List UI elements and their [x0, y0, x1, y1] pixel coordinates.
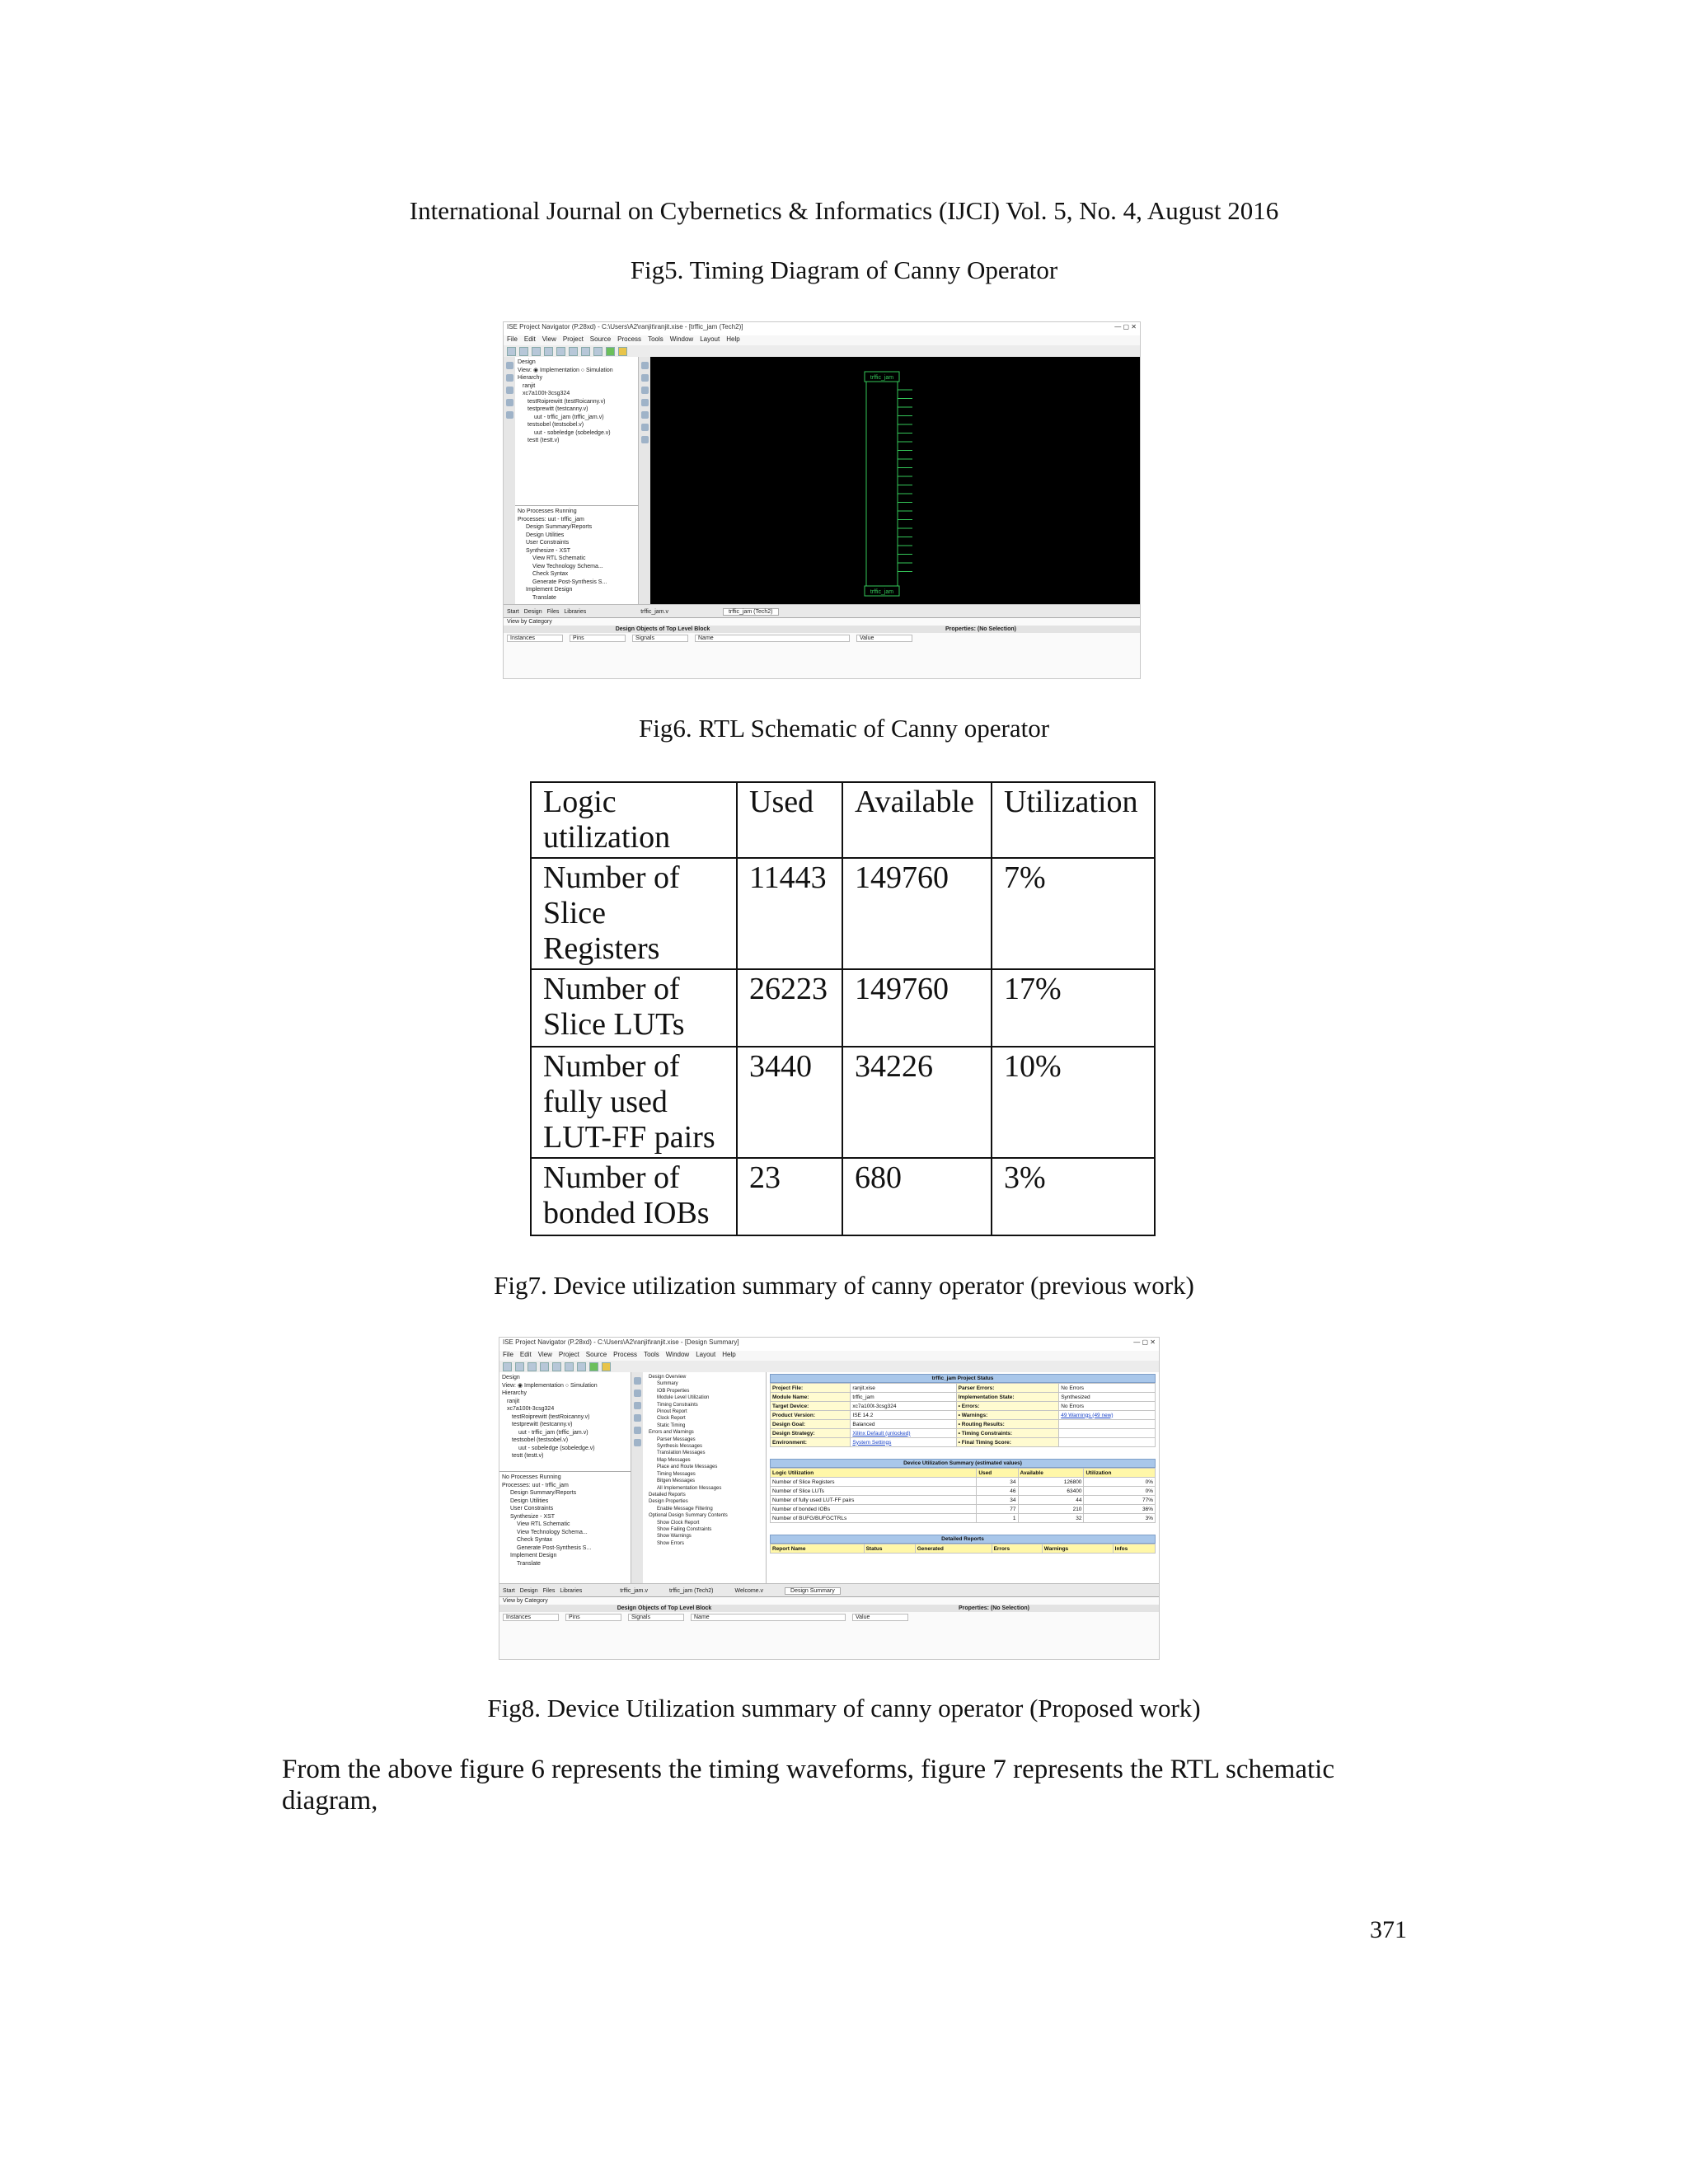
- tool-icon[interactable]: [641, 436, 649, 443]
- menu-project[interactable]: Project: [562, 335, 584, 343]
- util-header-cell: Utilization: [1084, 1469, 1156, 1478]
- fig8-caption: Fig8. Device Utilization summary of canny operator (Proposed work): [487, 1694, 1201, 1722]
- detailed-reports-title: Detailed Reports: [770, 1535, 1156, 1544]
- bottom-right-head: Properties: (No Selection): [829, 1605, 1159, 1612]
- status-cell: trffic_jam: [851, 1393, 956, 1402]
- document-tabs: [499, 1583, 1160, 1597]
- status-cell: xc7a100t-3csg324: [851, 1402, 956, 1411]
- tree-item[interactable]: uut - sobeledge (sobeledge.v): [518, 1445, 595, 1451]
- window-controls[interactable]: — ▢ ✕: [1114, 323, 1137, 330]
- menu-process[interactable]: Process: [617, 335, 642, 343]
- col-value[interactable]: Value: [856, 635, 912, 642]
- hierarchy-label: Hierarchy: [518, 375, 542, 381]
- status-cell: • Errors:: [956, 1402, 1059, 1411]
- menu-window[interactable]: Window: [669, 335, 694, 343]
- util-cell: Number of BUFG/BUFGCTRLs: [771, 1514, 977, 1523]
- util-cell: Number of bonded IOBs: [771, 1505, 977, 1514]
- tab-libraries[interactable]: Libraries: [560, 1587, 583, 1594]
- status-cell: • Warnings:: [956, 1411, 1059, 1420]
- util-cell: 34: [977, 1478, 1018, 1487]
- menu-layout[interactable]: Layout: [696, 1351, 716, 1358]
- processes-label: Processes: uut - trffic_jam: [502, 1482, 569, 1488]
- util-header-row: [771, 1469, 1156, 1478]
- tab-design[interactable]: Design: [523, 608, 542, 615]
- view-radio-row[interactable]: View: ◉ Implementation ○ Simulation: [502, 1382, 598, 1389]
- run-icon[interactable]: [589, 1362, 598, 1371]
- process-item[interactable]: User Constraints: [526, 540, 570, 546]
- detail-header-cell[interactable]: Status: [864, 1544, 915, 1554]
- col-value[interactable]: Value: [852, 1614, 908, 1621]
- summary-tree-item[interactable]: Design Overview: [649, 1375, 687, 1380]
- mid-strip: [631, 1372, 644, 1583]
- col-name[interactable]: Name: [691, 1614, 846, 1621]
- cell-used: 3440: [737, 1047, 842, 1158]
- bottom-panel: [499, 1596, 1159, 1660]
- window-controls[interactable]: — ▢ ✕: [1133, 1338, 1156, 1346]
- bottom-left-head: Design Objects of Top Level Block: [504, 626, 822, 633]
- detail-header-cell[interactable]: Report Name: [771, 1544, 865, 1554]
- status-cell: System Settings: [851, 1438, 956, 1447]
- toolbar: [499, 1361, 1159, 1373]
- copy-icon[interactable]: [556, 347, 565, 356]
- process-item[interactable]: Synthesize - XST: [526, 547, 571, 554]
- status-cell: Parser Errors:: [956, 1384, 1059, 1393]
- tool-icon[interactable]: [634, 1414, 641, 1422]
- process-item[interactable]: Translate: [517, 1560, 541, 1567]
- summary-tree-item[interactable]: IOB Properties: [657, 1388, 690, 1394]
- summary-tree-item[interactable]: Timing Constraints: [657, 1402, 698, 1408]
- bottom-panel: [504, 617, 1140, 679]
- col-pins[interactable]: Pins: [565, 1614, 621, 1621]
- util-cell: 0%: [1084, 1478, 1156, 1487]
- status-cell: Design Strategy:: [771, 1429, 851, 1438]
- zoom-icon[interactable]: [577, 1362, 586, 1371]
- util-cell: 36%: [1084, 1505, 1156, 1514]
- col-instances[interactable]: Instances: [503, 1614, 559, 1621]
- window-title: ISE Project Navigator (P.28xd) - C:\Users\A2\ranjit\ranjit.xise - [Design Summary]: [503, 1338, 739, 1346]
- tool-icon[interactable]: [641, 424, 649, 431]
- cell-used: 11443: [737, 858, 842, 969]
- summary-tree-item[interactable]: Bitgen Messages: [657, 1479, 696, 1484]
- copy-icon[interactable]: [552, 1362, 561, 1371]
- col-instances[interactable]: Instances: [507, 635, 563, 642]
- menu-file[interactable]: File: [507, 335, 518, 343]
- status-row: [771, 1393, 1156, 1402]
- status-text: No Processes Running: [502, 1474, 561, 1480]
- summary-tree-item[interactable]: Show Errors: [657, 1540, 685, 1546]
- status-text: No Processes Running: [518, 509, 577, 514]
- summary-tree-item[interactable]: Parser Messages: [657, 1436, 696, 1442]
- mid-strip: [639, 357, 651, 624]
- window-titlebar: [499, 1338, 1159, 1351]
- menu-window[interactable]: Window: [665, 1351, 690, 1358]
- cell-utilization: 17%: [992, 969, 1155, 1047]
- summary-tree-item[interactable]: Pinout Report: [657, 1409, 687, 1415]
- process-item[interactable]: Implement Design: [510, 1553, 557, 1558]
- process-item[interactable]: User Constraints: [510, 1506, 554, 1511]
- table-row: [531, 858, 1155, 969]
- detail-header-cell[interactable]: Errors: [992, 1544, 1042, 1554]
- schematic-block-body[interactable]: [866, 382, 898, 586]
- tab-start[interactable]: Start: [507, 608, 519, 615]
- process-item[interactable]: View Technology Schema...: [532, 563, 603, 569]
- util-cell: 34: [977, 1496, 1018, 1505]
- window-title: ISE Project Navigator (P.28xd) - C:\Users\A2\ranjit\ranjit.xise - [trffic_jam (Tech2)]: [507, 323, 743, 330]
- status-cell: Synthesized: [1059, 1393, 1156, 1402]
- processes-label: Processes: uut - trffic_jam: [518, 516, 584, 523]
- summary-tree-item[interactable]: Place and Route Messages: [657, 1465, 718, 1470]
- status-cell: Product Version:: [771, 1411, 851, 1420]
- tree-item[interactable]: testt (testt.v): [512, 1453, 544, 1459]
- tool-icon[interactable]: [634, 1390, 641, 1397]
- util-cell: 3%: [1084, 1514, 1156, 1523]
- tab-start[interactable]: Start: [503, 1587, 515, 1594]
- process-item[interactable]: Generate Post-Synthesis S...: [532, 579, 607, 585]
- bottom-left-head: Design Objects of Top Level Block: [499, 1605, 829, 1612]
- status-cell: [1059, 1420, 1156, 1429]
- header-available: Available: [842, 782, 992, 858]
- save-icon[interactable]: [528, 1362, 537, 1371]
- view-by-category[interactable]: View by Category: [507, 619, 552, 625]
- tab-source[interactable]: trffic_jam.v: [640, 608, 668, 615]
- fig7-caption: Fig7. Device utilization summary of canny operator (previous work): [494, 1271, 1194, 1300]
- status-cell: [1059, 1438, 1156, 1447]
- tree-item[interactable]: uut - trffic_jam (trffic_jam.v): [534, 414, 604, 420]
- util-summary-title: Device Utilization Summary (estimated values): [770, 1459, 1156, 1468]
- status-cell: Balanced: [851, 1420, 956, 1429]
- util-cell: 0%: [1084, 1487, 1156, 1496]
- cell-label: Number of fully used LUT-FF pairs: [531, 1047, 737, 1158]
- util-cell: 63400: [1018, 1487, 1084, 1496]
- undo-icon[interactable]: [569, 347, 578, 356]
- schematic-block-bottom-label: trffic_jam: [870, 589, 894, 595]
- cell-available: 149760: [842, 969, 992, 1047]
- design-panel: [499, 1372, 631, 1471]
- status-cell: Design Goal:: [771, 1420, 851, 1429]
- status-row: [771, 1438, 1156, 1447]
- design-panel-label: Design: [502, 1375, 520, 1380]
- tree-item[interactable]: xc7a100t-3csg324: [507, 1406, 555, 1412]
- tree-item[interactable]: testsobel (testsobel.v): [512, 1437, 569, 1443]
- menu-source[interactable]: Source: [589, 335, 612, 343]
- summary-tree-item[interactable]: Design Properties: [649, 1499, 688, 1505]
- status-cell: • Timing Constraints:: [956, 1429, 1059, 1438]
- fig6-caption: Fig6. RTL Schematic of Canny operator: [638, 714, 1050, 743]
- summary-tree-item[interactable]: Static Timing: [657, 1422, 686, 1428]
- schematic-block-top-label: trffic_jam: [870, 375, 894, 381]
- tab-libraries[interactable]: Libraries: [564, 608, 587, 615]
- menu-process[interactable]: Process: [613, 1351, 638, 1358]
- cell-available: 34226: [842, 1047, 992, 1158]
- menu-view[interactable]: View: [537, 1351, 552, 1358]
- fig5-caption: Fig5. Timing Diagram of Canny Operator: [630, 255, 1058, 284]
- tree-item[interactable]: testsobel (testsobel.v): [528, 422, 584, 428]
- fig6-screenshot: [503, 321, 1141, 679]
- cell-label: Number of bonded IOBs: [531, 1158, 737, 1235]
- tree-item[interactable]: xc7a100t-3csg324: [523, 391, 570, 396]
- summary-tree-item[interactable]: Clock Report: [657, 1416, 686, 1422]
- summary-tree-item[interactable]: Module Level Utilization: [657, 1395, 710, 1401]
- document-tabs: [504, 604, 1141, 618]
- summary-tree-item[interactable]: Timing Messages: [657, 1471, 696, 1477]
- cut-icon[interactable]: [544, 347, 553, 356]
- util-row: [771, 1505, 1156, 1514]
- process-item[interactable]: View RTL Schematic: [517, 1521, 570, 1527]
- tab-files[interactable]: Files: [542, 1587, 556, 1594]
- status-row: [771, 1420, 1156, 1429]
- detail-header-cell[interactable]: Infos: [1113, 1544, 1155, 1554]
- status-cell: • Routing Results:: [956, 1420, 1059, 1429]
- open-icon[interactable]: [519, 347, 528, 356]
- tree-item[interactable]: testRoiprewitt (testRoicanny.v): [528, 398, 606, 405]
- body-paragraph: From the above figure 6 represents the timing waveforms, figure 7 represents the RTL schematic diagram,: [282, 1755, 1334, 1816]
- journal-header: International Journal on Cybernetics & Informatics (IJCI) Vol. 5, No. 4, August 2016: [409, 196, 1279, 225]
- cell-utilization: 10%: [992, 1047, 1155, 1158]
- table-row: [531, 969, 1155, 1047]
- tool-icon[interactable]: [506, 399, 513, 406]
- view-radio-row[interactable]: View: ◉ Implementation ○ Simulation: [518, 367, 613, 373]
- status-row: [771, 1402, 1156, 1411]
- process-item[interactable]: Implement Design: [526, 587, 573, 593]
- tool-icon[interactable]: [506, 362, 513, 369]
- util-header-cell: Available: [1018, 1469, 1084, 1478]
- tab-source[interactable]: trffic_jam.v: [620, 1587, 648, 1594]
- cell-label: Number of Slice LUTs: [531, 969, 737, 1047]
- status-cell: Environment:: [771, 1438, 851, 1447]
- tool-icon[interactable]: [634, 1377, 641, 1385]
- status-row: [771, 1411, 1156, 1420]
- menu-file[interactable]: File: [503, 1351, 513, 1358]
- process-item[interactable]: View Technology Schema...: [517, 1529, 588, 1535]
- util-header-cell: Logic Utilization: [771, 1469, 977, 1478]
- header-used: Used: [737, 782, 842, 858]
- cell-used: 23: [737, 1158, 842, 1235]
- status-cell: Target Device:: [771, 1402, 851, 1411]
- util-cell: 44: [1018, 1496, 1084, 1505]
- status-cell: ISE 14.2: [851, 1411, 956, 1420]
- status-cell: Xilinx Default (unlocked): [851, 1429, 956, 1438]
- header-logic: Logic utilization: [531, 782, 737, 858]
- tab-schematic[interactable]: trffic_jam (Tech2): [668, 1587, 714, 1594]
- process-item[interactable]: Synthesize - XST: [510, 1513, 556, 1520]
- util-cell: 46: [977, 1487, 1018, 1496]
- menu-edit[interactable]: Edit: [523, 335, 536, 343]
- table-header-row: [531, 782, 1155, 858]
- rtl-schematic-canvas[interactable]: [650, 357, 1140, 604]
- menu-view[interactable]: View: [542, 335, 556, 343]
- process-item[interactable]: Design Utilities: [510, 1497, 549, 1504]
- tab-design[interactable]: Design: [519, 1587, 538, 1594]
- menu-edit[interactable]: Edit: [519, 1351, 532, 1358]
- tool-icon[interactable]: [506, 374, 513, 382]
- tree-item[interactable]: ranjit: [507, 1398, 520, 1404]
- util-cell: Number of fully used LUT-FF pairs: [771, 1496, 977, 1505]
- util-header-cell: Used: [977, 1469, 1018, 1478]
- summary-tree-item[interactable]: Synthesis Messages: [657, 1444, 703, 1450]
- util-row: [771, 1478, 1156, 1487]
- tree-item[interactable]: testprewitt (testcanny.v): [512, 1422, 573, 1427]
- zoom-icon[interactable]: [581, 347, 590, 356]
- col-pins[interactable]: Pins: [570, 635, 626, 642]
- util-cell: 77%: [1084, 1496, 1156, 1505]
- status-cell: Project File:: [771, 1384, 851, 1393]
- processes-panel: [499, 1471, 631, 1583]
- fig8-screenshot: [499, 1337, 1160, 1660]
- cell-used: 26223: [737, 969, 842, 1047]
- util-cell: 77: [977, 1505, 1018, 1514]
- tree-item[interactable]: testt (testt.v): [528, 438, 560, 443]
- tab-schematic[interactable]: trffic_jam (Tech2): [723, 608, 779, 616]
- project-status-title: trffic_jam Project Status: [770, 1374, 1156, 1383]
- summary-tree-item[interactable]: Enable Message Filtering: [657, 1506, 713, 1511]
- menu-help[interactable]: Help: [726, 335, 740, 343]
- save-icon[interactable]: [532, 347, 541, 356]
- menu-bar: [504, 335, 1140, 345]
- menu-tools[interactable]: Tools: [644, 1351, 659, 1358]
- process-item[interactable]: Design Summary/Reports: [510, 1490, 577, 1496]
- tab-design-summary[interactable]: Design Summary: [785, 1587, 841, 1595]
- hierarchy-label: Hierarchy: [502, 1390, 527, 1396]
- tool-icon[interactable]: [634, 1402, 641, 1409]
- util-cell: Number of Slice Registers: [771, 1478, 977, 1487]
- col-name[interactable]: Name: [695, 635, 850, 642]
- design-panel: [515, 357, 639, 505]
- status-cell: Module Name:: [771, 1393, 851, 1402]
- menu-layout[interactable]: Layout: [700, 335, 720, 343]
- tool-icon[interactable]: [506, 387, 513, 394]
- project-status-table: [770, 1383, 1156, 1447]
- util-row: [771, 1514, 1156, 1523]
- new-icon[interactable]: [503, 1362, 512, 1371]
- tree-item[interactable]: testprewitt (testcanny.v): [528, 406, 588, 412]
- menu-source[interactable]: Source: [585, 1351, 607, 1358]
- page-number: 371: [1370, 1916, 1407, 1943]
- summary-tree-item[interactable]: Errors and Warnings: [649, 1430, 694, 1436]
- col-signals[interactable]: Signals: [628, 1614, 684, 1621]
- detail-header-row: [771, 1544, 1156, 1554]
- summary-tree-item[interactable]: Optional Design Summary Contents: [649, 1513, 728, 1519]
- summary-tree-item[interactable]: Show Warnings: [657, 1534, 692, 1540]
- util-cell: Number of Slice LUTs: [771, 1487, 977, 1496]
- summary-tree-item[interactable]: Show Failing Constraints: [657, 1526, 712, 1532]
- util-summary-table: [770, 1468, 1156, 1523]
- open-icon[interactable]: [515, 1362, 524, 1371]
- table-row: [531, 1158, 1155, 1235]
- help-icon[interactable]: [602, 1362, 611, 1371]
- process-item[interactable]: Design Summary/Reports: [526, 524, 593, 530]
- status-cell: No Errors: [1059, 1384, 1156, 1393]
- status-cell: ranjit.xise: [851, 1384, 956, 1393]
- tool-icon[interactable]: [641, 362, 649, 369]
- detailed-reports-table: [770, 1544, 1156, 1554]
- header-utilization: Utilization: [992, 782, 1155, 858]
- util-cell: 32: [1018, 1514, 1084, 1523]
- zoom-fit-icon[interactable]: [593, 347, 603, 356]
- cut-icon[interactable]: [540, 1362, 549, 1371]
- tool-icon[interactable]: [641, 374, 649, 382]
- process-item[interactable]: Generate Post-Synthesis S...: [517, 1544, 592, 1551]
- status-cell: 49 Warnings (49 new): [1059, 1411, 1156, 1420]
- cell-label: Number of Slice Registers: [531, 858, 737, 969]
- cell-utilization: 3%: [992, 1158, 1155, 1235]
- tab-files[interactable]: Files: [546, 608, 560, 615]
- summary-tree-item[interactable]: All Implementation Messages: [657, 1485, 722, 1491]
- util-cell: 210: [1018, 1505, 1084, 1514]
- menu-project[interactable]: Project: [558, 1351, 579, 1358]
- detail-header-cell[interactable]: Generated: [915, 1544, 992, 1554]
- design-summary-tree: [643, 1372, 767, 1583]
- utilization-table: [530, 781, 1156, 1236]
- schematic-pins: [898, 390, 912, 572]
- process-item[interactable]: Design Utilities: [526, 532, 565, 538]
- tree-item[interactable]: ranjit: [523, 382, 536, 389]
- summary-tree-item[interactable]: Summary: [657, 1381, 678, 1387]
- summary-tree-item[interactable]: Detailed Reports: [649, 1492, 686, 1497]
- left-strip: [504, 357, 516, 624]
- summary-tree-item[interactable]: Translation Messages: [657, 1451, 706, 1456]
- tree-item[interactable]: uut - sobeledge (sobeledge.v): [534, 429, 611, 436]
- util-cell: 1: [977, 1514, 1018, 1523]
- view-by-category[interactable]: View by Category: [503, 1598, 548, 1604]
- tool-icon[interactable]: [641, 411, 649, 419]
- window-titlebar: [504, 322, 1140, 335]
- tool-icon[interactable]: [506, 411, 513, 419]
- util-cell: 126800: [1018, 1478, 1084, 1487]
- help-icon[interactable]: [618, 347, 627, 356]
- tree-item[interactable]: testRoiprewitt (testRoicanny.v): [512, 1413, 590, 1420]
- toolbar: [504, 345, 1140, 358]
- util-row: [771, 1487, 1156, 1496]
- status-cell: [1059, 1429, 1156, 1438]
- tool-icon[interactable]: [641, 387, 649, 394]
- undo-icon[interactable]: [565, 1362, 574, 1371]
- bottom-right-head: Properties: (No Selection): [822, 626, 1140, 633]
- status-cell: No Errors: [1059, 1402, 1156, 1411]
- menu-tools[interactable]: Tools: [648, 335, 663, 343]
- design-panel-label: Design: [518, 359, 536, 365]
- cell-available: 680: [842, 1158, 992, 1235]
- status-cell: • Final Timing Score:: [956, 1438, 1059, 1447]
- tab-welcome[interactable]: Welcome.v: [734, 1587, 764, 1594]
- cell-available: 149760: [842, 858, 992, 969]
- col-signals[interactable]: Signals: [632, 635, 688, 642]
- util-row: [771, 1496, 1156, 1505]
- detail-header-cell[interactable]: Warnings: [1042, 1544, 1113, 1554]
- menu-help[interactable]: Help: [722, 1351, 736, 1358]
- table-row: [531, 1047, 1155, 1158]
- process-item[interactable]: Check Syntax: [517, 1537, 553, 1543]
- new-icon[interactable]: [507, 347, 516, 356]
- status-row: [771, 1429, 1156, 1438]
- run-icon[interactable]: [606, 347, 615, 356]
- process-item[interactable]: Translate: [532, 594, 556, 601]
- menu-bar: [499, 1351, 1159, 1361]
- cell-utilization: 7%: [992, 858, 1155, 969]
- tree-item[interactable]: uut - trffic_jam (trffic_jam.v): [518, 1429, 588, 1436]
- tool-icon[interactable]: [634, 1427, 641, 1434]
- tool-icon[interactable]: [641, 399, 649, 406]
- process-item[interactable]: View RTL Schematic: [532, 555, 586, 561]
- summary-tree-item[interactable]: Show Clock Report: [657, 1520, 700, 1526]
- tool-icon[interactable]: [634, 1439, 641, 1446]
- design-summary-report: [767, 1372, 1159, 1583]
- status-row: [771, 1384, 1156, 1393]
- summary-tree-item[interactable]: Map Messages: [657, 1457, 691, 1463]
- process-item[interactable]: Check Syntax: [532, 571, 569, 577]
- status-cell: Implementation State:: [956, 1393, 1059, 1402]
